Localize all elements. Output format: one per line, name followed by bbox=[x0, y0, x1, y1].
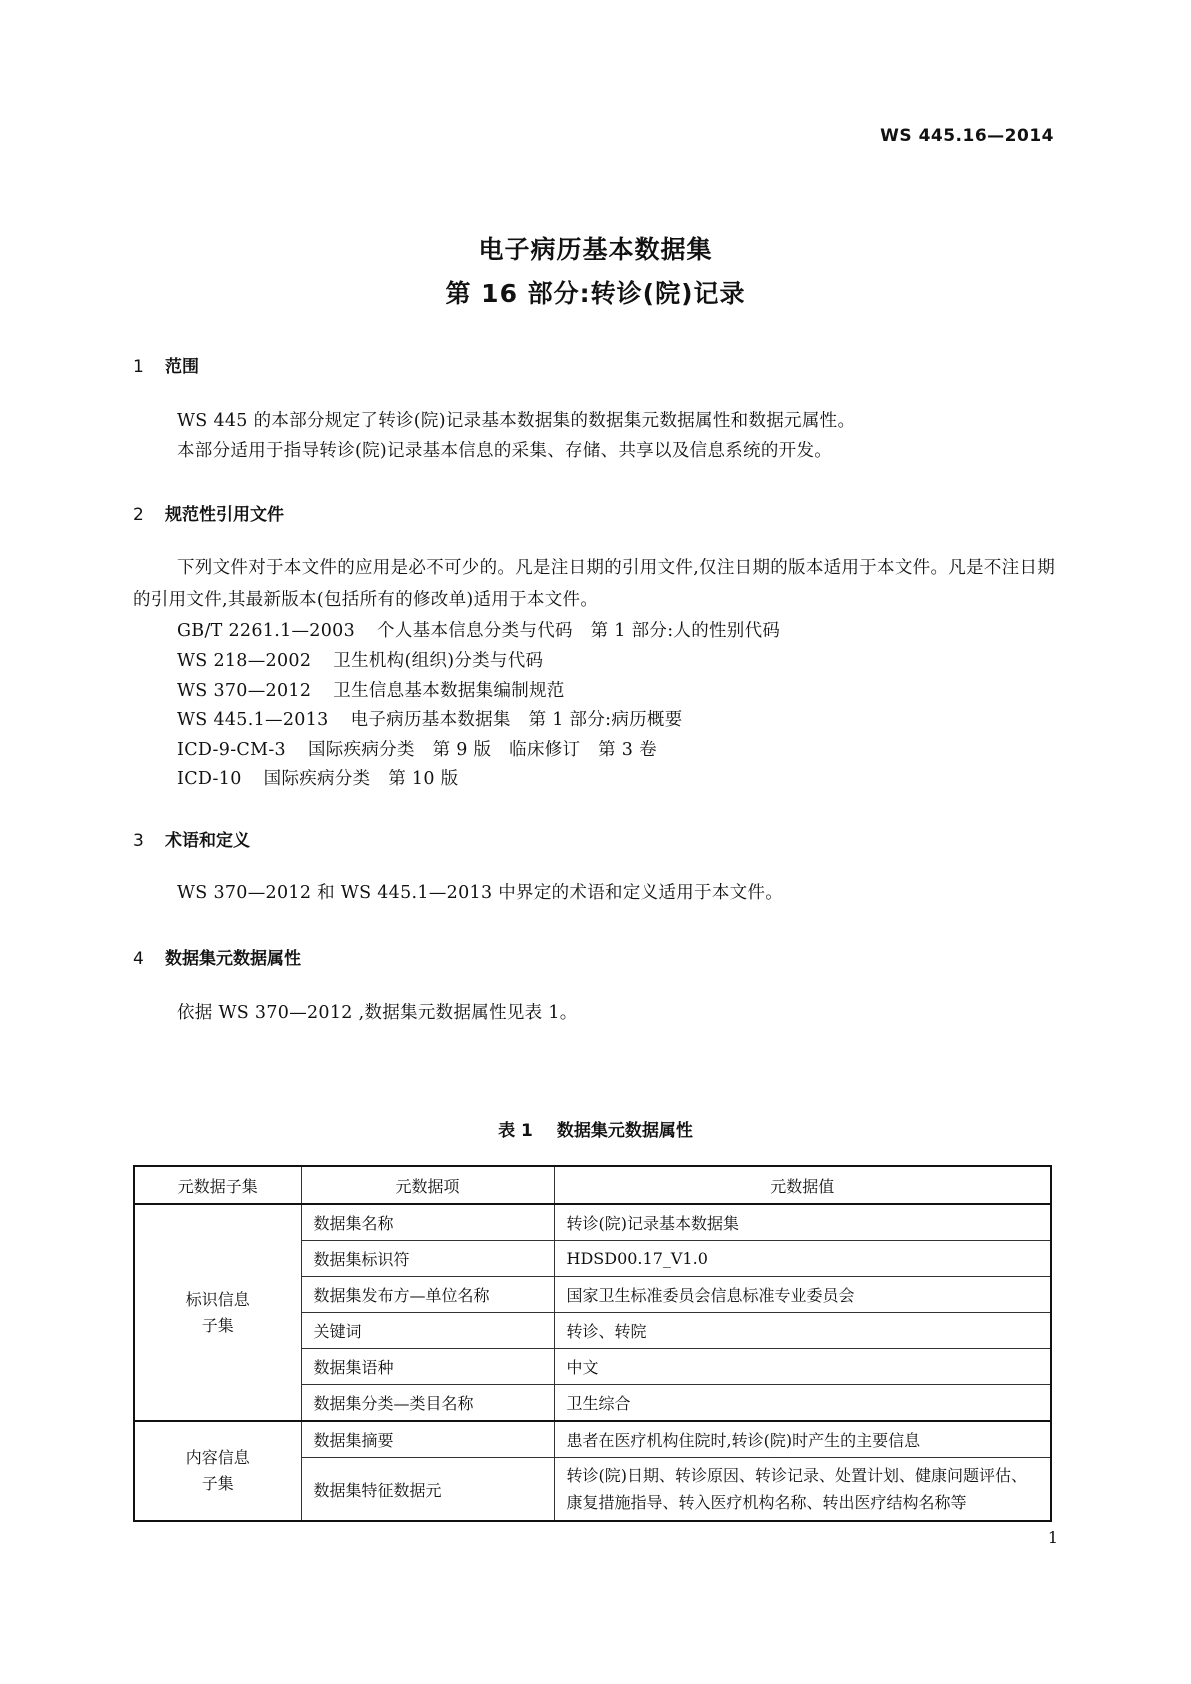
standard-code: WS 445.16—2014 bbox=[880, 126, 1054, 146]
section-number: 4 bbox=[133, 949, 144, 969]
section-heading-terms bbox=[133, 826, 250, 851]
item-cell: 数据集语种 bbox=[301, 1349, 554, 1385]
section-number: 3 bbox=[133, 831, 144, 851]
group-label-line: 标识信息 bbox=[185, 1289, 250, 1309]
reference-title: 电子病历基本数据集 第 1 部分:病历概要 bbox=[350, 710, 683, 730]
reference-item bbox=[177, 647, 543, 672]
section-title: 术语和定义 bbox=[165, 831, 250, 851]
normative-intro: 下列文件对于本文件的应用是必不可少的。凡是注日期的引用文件,仅注日期的版本适用于本文件。凡是不注日期的引用文件,其最新版本(包括所有的修改单)适用于本文件。 bbox=[133, 558, 1056, 610]
table-caption bbox=[0, 1116, 1191, 1141]
reference-code: WS 370—2012 bbox=[177, 681, 312, 701]
section-number: 2 bbox=[133, 505, 144, 525]
metadata-table bbox=[133, 1165, 1052, 1522]
header-cell: 元数据子集 bbox=[134, 1166, 301, 1204]
document-title: 电子病历基本数据集 bbox=[478, 235, 713, 264]
reference-title: 个人基本信息分类与代码 第 1 部分:人的性别代码 bbox=[377, 621, 781, 641]
header-cell: 元数据项 bbox=[301, 1166, 554, 1204]
reference-title: 国际疾病分类 第 10 版 bbox=[263, 769, 459, 789]
reference-item bbox=[177, 677, 565, 702]
item-cell: 数据集特征数据元 bbox=[301, 1458, 554, 1522]
header-cell: 元数据值 bbox=[554, 1166, 1051, 1204]
table-header-row bbox=[134, 1166, 1051, 1204]
section-heading-normative bbox=[133, 500, 284, 525]
section-number: 1 bbox=[133, 357, 144, 377]
reference-code: ICD-10 bbox=[177, 769, 242, 789]
reference-item bbox=[177, 765, 458, 790]
value-cell: 国家卫生标准委员会信息标准专业委员会 bbox=[554, 1277, 1051, 1313]
value-cell: 患者在医疗机构住院时,转诊(院)时产生的主要信息 bbox=[554, 1421, 1051, 1458]
value-cell bbox=[554, 1458, 1051, 1522]
group-cell-identification bbox=[134, 1204, 301, 1421]
document-subtitle: 第 16 部分:转诊(院)记录 bbox=[445, 279, 746, 308]
table-number: 表 1 bbox=[498, 1121, 533, 1141]
reference-title: 国际疾病分类 第 9 版 临床修订 第 3 卷 bbox=[307, 740, 657, 760]
group-label-line: 内容信息 bbox=[185, 1448, 250, 1467]
group-label-line: 子集 bbox=[201, 1315, 234, 1335]
reference-code: ICD-9-CM-3 bbox=[177, 740, 286, 760]
reference-code: WS 445.1—2013 bbox=[177, 710, 329, 730]
table-row bbox=[134, 1421, 1051, 1458]
page-number: 1 bbox=[1047, 1528, 1058, 1547]
item-cell: 数据集分类—类目名称 bbox=[301, 1385, 554, 1422]
terms-paragraph: WS 370—2012 和 WS 445.1—2013 中界定的术语和定义适用于本文件。 bbox=[177, 883, 784, 903]
value-cell: 卫生综合 bbox=[554, 1385, 1051, 1422]
reference-title: 卫生机构(组织)分类与代码 bbox=[333, 651, 544, 671]
value-line: 康复措施指导、转入医疗机构名称、转出医疗结构名称等 bbox=[566, 1493, 967, 1512]
group-cell-content bbox=[134, 1421, 301, 1521]
metadata-paragraph: 依据 WS 370—2012 ,数据集元数据属性见表 1。 bbox=[177, 1003, 578, 1023]
item-cell: 数据集摘要 bbox=[301, 1421, 554, 1458]
reference-title: 卫生信息基本数据集编制规范 bbox=[333, 681, 565, 701]
value-cell: 转诊、转院 bbox=[554, 1313, 1051, 1349]
value-cell: HDSD00.17_V1.0 bbox=[554, 1241, 1051, 1277]
group-label-line: 子集 bbox=[201, 1474, 234, 1493]
scope-paragraph-1: WS 445 的本部分规定了转诊(院)记录基本数据集的数据集元数据属性和数据元属性。 bbox=[177, 411, 856, 431]
item-cell: 数据集发布方—单位名称 bbox=[301, 1277, 554, 1313]
reference-item bbox=[177, 706, 683, 731]
reference-code: GB/T 2261.1—2003 bbox=[177, 621, 356, 641]
section-title: 范围 bbox=[165, 357, 199, 377]
section-heading-metadata bbox=[133, 944, 301, 969]
section-heading-scope bbox=[133, 352, 199, 377]
reference-code: WS 218—2002 bbox=[177, 651, 312, 671]
value-cell: 中文 bbox=[554, 1349, 1051, 1385]
section-title: 数据集元数据属性 bbox=[165, 949, 301, 969]
item-cell: 数据集标识符 bbox=[301, 1241, 554, 1277]
table-row bbox=[134, 1204, 1051, 1241]
scope-paragraph-2: 本部分适用于指导转诊(院)记录基本信息的采集、存储、共享以及信息系统的开发。 bbox=[177, 441, 833, 461]
table-title: 数据集元数据属性 bbox=[556, 1121, 693, 1141]
reference-item bbox=[177, 617, 780, 642]
item-cell: 关键词 bbox=[301, 1313, 554, 1349]
value-line: 转诊(院)日期、转诊原因、转诊记录、处置计划、健康问题评估、 bbox=[566, 1466, 1027, 1485]
value-cell: 转诊(院)记录基本数据集 bbox=[554, 1204, 1051, 1241]
section-title: 规范性引用文件 bbox=[165, 505, 284, 525]
reference-item bbox=[177, 736, 657, 761]
item-cell: 数据集名称 bbox=[301, 1204, 554, 1241]
